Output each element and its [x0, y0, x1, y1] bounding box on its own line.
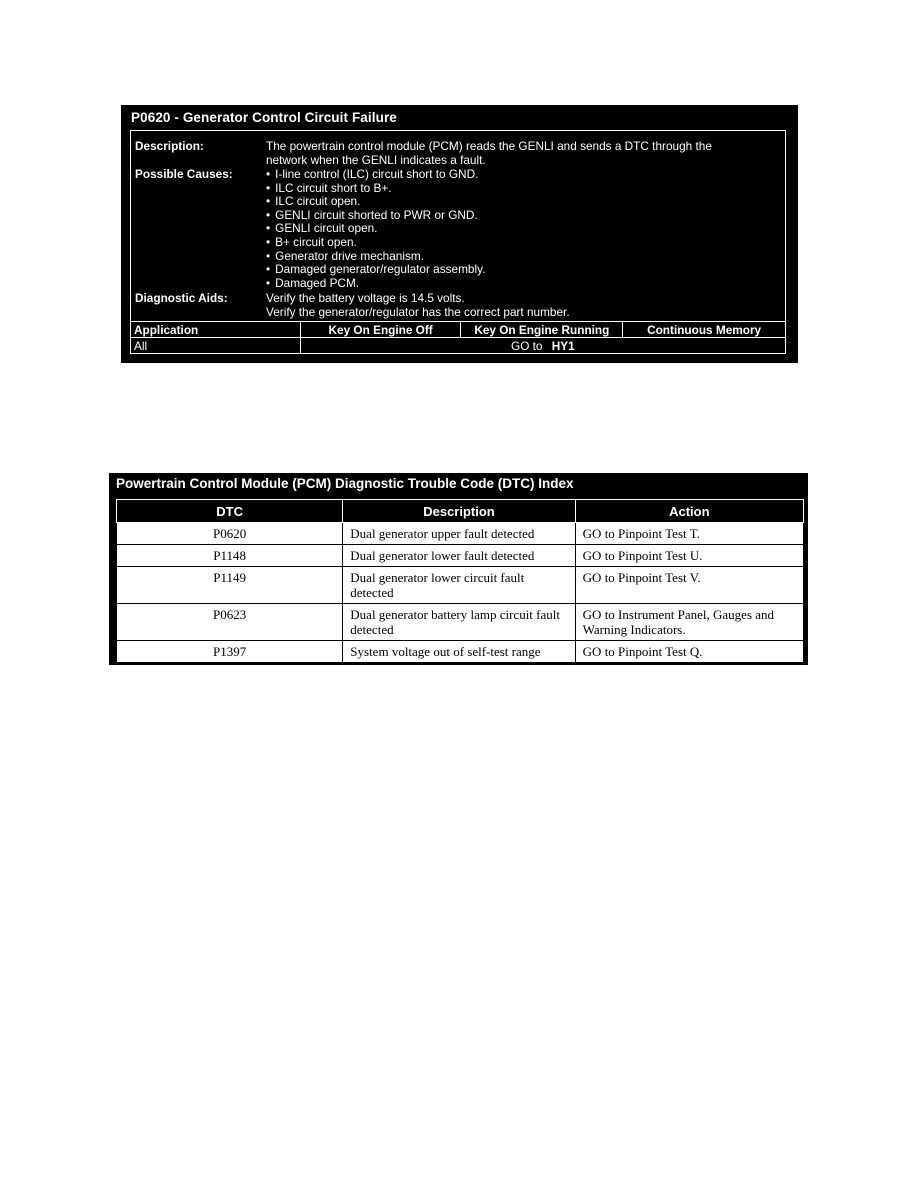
cause-item: • B+ circuit open.: [266, 236, 776, 250]
dtc-action[interactable]: GO to Pinpoint Test T.: [575, 523, 803, 545]
dtc-action[interactable]: GO to Pinpoint Test Q.: [575, 641, 803, 663]
cause-item: • ILC circuit short to B+.: [266, 182, 776, 196]
cause-item: • I-line control (ILC) circuit short to GND.: [266, 168, 776, 182]
dtc-code: P1149: [117, 567, 343, 604]
cause-item: • Generator drive mechanism.: [266, 250, 776, 264]
goto-prefix: GO to: [511, 338, 543, 353]
dtc-p0620-panel: [121, 105, 798, 363]
goto-cell: [300, 338, 785, 354]
aids-line: Verify the generator/regulator has the correct part number.: [266, 304, 570, 319]
dtc-description: Dual generator lower circuit fault detected: [343, 567, 575, 604]
dtc-description: Dual generator battery lamp circuit fault detected: [343, 604, 575, 641]
cause-item: • GENLI circuit open.: [266, 222, 776, 236]
table-row: [117, 604, 804, 641]
header-application: Application: [131, 322, 301, 338]
dtc-description: System voltage out of self-test range: [343, 641, 575, 663]
possible-causes-list-wrap: [266, 168, 776, 290]
cause-item: • ILC circuit open.: [266, 195, 776, 209]
header-koer: Key On Engine Running: [461, 322, 623, 338]
possible-causes-label: Possible Causes:: [135, 167, 233, 181]
dtc-index-table: [116, 499, 804, 663]
description-line: The powertrain control module (PCM) reads the GENLI and sends a DTC through the: [266, 139, 712, 153]
dtc-code: P0620: [117, 523, 343, 545]
application-table: [130, 321, 786, 354]
header-koeo: Key On Engine Off: [300, 322, 461, 338]
dtc-code: P1397: [117, 641, 343, 663]
dtc-info-frame: [130, 130, 786, 354]
cause-item: • GENLI circuit shorted to PWR or GND.: [266, 209, 776, 223]
dtc-action[interactable]: GO to Pinpoint Test U.: [575, 545, 803, 567]
table-row: [117, 641, 804, 663]
dtc-code: P1148: [117, 545, 343, 567]
header-continuous-memory: Continuous Memory: [623, 322, 786, 338]
header-action: Action: [575, 500, 803, 523]
application-table-row: [131, 338, 786, 354]
header-dtc: DTC: [117, 500, 343, 523]
goto-hy1-link[interactable]: HY1: [551, 338, 575, 353]
diagnostic-aids-label: Diagnostic Aids:: [135, 291, 228, 305]
diagnostic-aids-text: [266, 292, 776, 319]
panel-title: P0620 - Generator Control Circuit Failure: [131, 110, 397, 125]
dtc-index-panel: [109, 473, 808, 665]
dtc-code: P0623: [117, 604, 343, 641]
header-description: Description: [343, 500, 575, 523]
description-line: network when the GENLI indicates a fault.: [266, 152, 486, 167]
table-row: [117, 523, 804, 545]
dtc-description: Dual generator upper fault detected: [343, 523, 575, 545]
possible-causes-list: [266, 168, 776, 290]
dtc-index-header: [117, 500, 804, 523]
description-label: Description:: [135, 139, 204, 153]
application-value: All: [131, 338, 301, 354]
dtc-action[interactable]: GO to Pinpoint Test V.: [575, 567, 803, 604]
description-text: [266, 140, 776, 167]
dtc-description: Dual generator lower fault detected: [343, 545, 575, 567]
application-table-header: [131, 322, 786, 338]
aids-line: Verify the battery voltage is 14.5 volts.: [266, 291, 465, 305]
table-row: [117, 567, 804, 604]
table-row: [117, 545, 804, 567]
dtc-action[interactable]: GO to Instrument Panel, Gauges and Warning Indicators.: [575, 604, 803, 641]
cause-item: • Damaged PCM.: [266, 277, 776, 291]
dtc-index-title: Powertrain Control Module (PCM) Diagnostic Trouble Code (DTC) Index: [116, 476, 574, 491]
cause-item: • Damaged generator/regulator assembly.: [266, 263, 776, 277]
